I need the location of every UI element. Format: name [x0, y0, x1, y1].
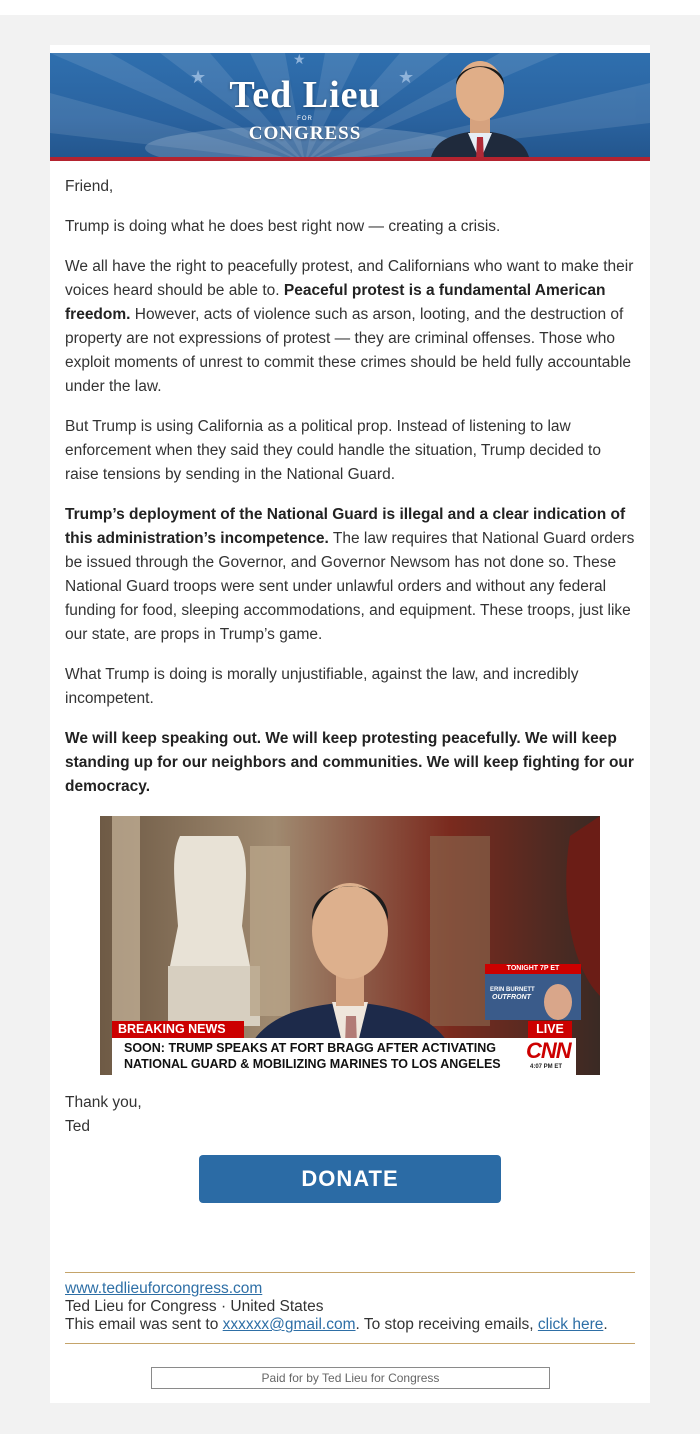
breaking-label: BREAKING NEWS [118, 1022, 226, 1036]
banner-title: Ted Lieu [229, 74, 381, 116]
live-label: LIVE [536, 1022, 564, 1036]
banner-subtitle: CONGRESS [248, 123, 362, 144]
sent-end: . [603, 1316, 608, 1333]
candidate-portrait [420, 53, 540, 161]
broadcast-time: 4:07 PM ET [530, 1064, 563, 1070]
promo-name: ERIN BURNETT [490, 987, 535, 993]
email-card [50, 45, 650, 1403]
chyron-line-2: NATIONAL GUARD & MOBILIZING MARINES TO LOS ANGELES [124, 1057, 501, 1071]
paragraph-2-b: However, acts of violence such as arson, looting, and the destruction of property are not expressions of protest — they are criminal offenses. Those who exploit moments of unrest to commit these crimes should be held fully accountable under the law. [65, 306, 632, 395]
banner-for: FOR [297, 116, 313, 122]
paragraph-2-a: We all have the right to peacefully protest, and Californians who want to make their voices heard should be able to. [65, 258, 634, 299]
star-icon: ★ [398, 67, 415, 87]
banner-stripe [50, 157, 650, 161]
paragraph-5: What Trump is doing is morally unjustifiable, against the law, and incredibly incompetent. [65, 666, 579, 707]
top-spacer [0, 0, 700, 15]
paragraph-6-bold: We will keep speaking out. We will keep protesting peacefully. We will keep standing up for our neighbors and communities. We will keep fighting for our democracy. [65, 730, 634, 795]
signature: Ted [65, 1118, 90, 1135]
sent-mid: . To stop receiving emails, [355, 1316, 538, 1333]
paragraph-2-bold: Peaceful protest is a fundamental American freedom. [65, 282, 606, 323]
footer [65, 1280, 645, 1334]
paragraph-3: But Trump is using California as a political prop. Instead of listening to law enforcement when they said they could handle the situation, Trump decided to raise tensions by sending in the National Guard. [65, 418, 601, 483]
video-thumbnail[interactable] [100, 816, 600, 1075]
promo-show: OUTFRONT [492, 994, 531, 1001]
footer-sent [65, 1316, 645, 1334]
email-address-link[interactable]: xxxxxx@gmail.com [222, 1316, 356, 1333]
star-icon: ★ [190, 67, 207, 87]
promo-top: TONIGHT 7P ET [506, 965, 560, 972]
website-link[interactable]: www.tedlieuforcongress.com [65, 1280, 263, 1297]
paragraph-2 [65, 255, 637, 399]
sent-prefix: This email was sent to [65, 1316, 223, 1333]
chyron-line-1: SOON: TRUMP SPEAKS AT FORT BRAGG AFTER ACTIVATING [124, 1041, 496, 1055]
paragraph-4-b: The law requires that National Guard orders be issued through the Governor, and Governor Newsom has not done so. These National Guard troops were sent under unlawful orders and without any federal funding for food, sleeping accommodations, and equipment. These troops, just like our state, are props in Trump’s game. [65, 530, 635, 643]
header-banner [50, 53, 650, 161]
paragraph-4 [65, 503, 637, 647]
email-body [65, 175, 637, 815]
paragraph-6 [65, 727, 637, 799]
unsubscribe-link[interactable]: click here [537, 1316, 604, 1333]
footer-divider-top [65, 1272, 635, 1273]
paragraph-1: Trump is doing what he does best right now — creating a crisis. [65, 218, 501, 235]
greeting: Friend, [65, 178, 114, 195]
paid-for-disclaimer: Paid for by Ted Lieu for Congress [151, 1367, 550, 1389]
footer-website [65, 1280, 645, 1298]
cnn-logo: CNN [526, 1038, 571, 1063]
donate-button[interactable]: DONATE [199, 1155, 501, 1203]
signoff [65, 1091, 365, 1139]
footer-org: Ted Lieu for Congress · United States [65, 1298, 324, 1315]
thanks-text: Thank you, [65, 1094, 142, 1111]
paragraph-4-bold: Trump’s deployment of the National Guard is illegal and a clear indication of this administration’s incompetence. [65, 506, 626, 547]
star-icon: ★ [293, 53, 306, 67]
footer-divider-bottom [65, 1343, 635, 1344]
